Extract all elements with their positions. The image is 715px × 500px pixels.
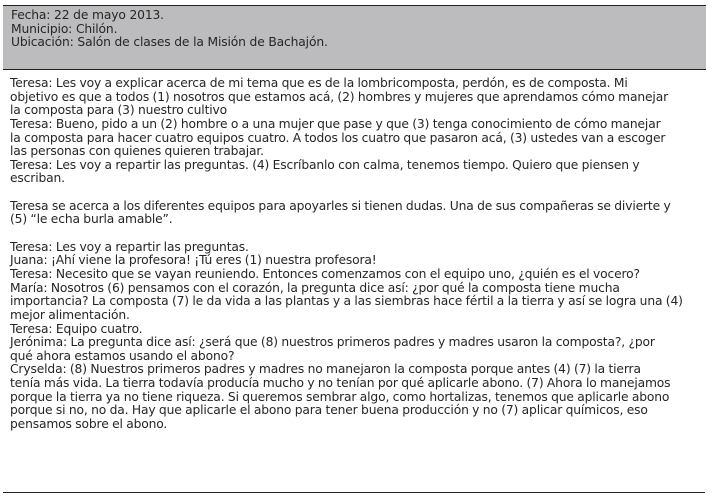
municipality-field: Municipio: Chilón. bbox=[11, 21, 118, 36]
transcript-line: Jerónima: La pregunta dice así: ¿será que (8) nuestros primeros padres y madres usaron la composta?, ¿por bbox=[10, 335, 655, 350]
date-field: Fecha: 22 de mayo 2013. bbox=[11, 8, 164, 22]
transcript-line: porque la tierra ya no tiene riqueza. Si queremos sembrar algo, como hortalizas, tenemos que aplicarle abono bbox=[10, 389, 670, 404]
transcript-line: qué ahora estamos usando el abono? bbox=[10, 348, 235, 363]
transcript-document bbox=[3, 5, 706, 432]
dialogue-block-2 bbox=[10, 241, 706, 432]
transcript-line: Teresa: Bueno, pido a un (2) hombre o a una mujer que pase y que (3) tenga conocimiento de cómo manejar bbox=[10, 116, 661, 131]
narration-block bbox=[10, 200, 706, 227]
transcript-line: Teresa: Equipo cuatro. bbox=[10, 321, 143, 336]
transcript-line: Teresa: Les voy a explicar acerca de mi tema que es de la lombricomposta, perdón, es de composta. Mi bbox=[10, 76, 628, 90]
transcript-line: Teresa: Necesito que se vayan reuniendo. Entonces comenzamos con el equipo uno, ¿quién es el vocero? bbox=[10, 266, 640, 281]
metadata-header-box bbox=[3, 5, 706, 70]
location-field: Ubicación: Salón de clases de la Misión de Bachajón. bbox=[11, 35, 328, 50]
transcript-line: la composta para (3) nuestro cultivo bbox=[10, 103, 228, 118]
transcript-line: tenía más vida. La tierra todavía producía mucho y no tenían por qué aplicarle abono. (7) Ahora lo manejamos bbox=[10, 376, 671, 391]
dialogue-block-1 bbox=[10, 77, 706, 186]
transcript-line: mejor alimentación. bbox=[10, 307, 130, 322]
transcript-line: porque si no, no da. Hay que aplicarle el abono para tener buena producción y no (7) aplicar químicos, eso bbox=[10, 403, 648, 418]
transcript-line: Teresa se acerca a los diferentes equipos para apoyarles si tienen dudas. Una de sus compañeras se divierte y bbox=[10, 198, 671, 213]
transcript-line: escriban. bbox=[10, 171, 65, 186]
transcript-line: Cryselda: (8) Nuestros primeros padres y madres no manejaron la composta porque antes (4) (7) la tierra bbox=[10, 362, 641, 377]
transcript-line: Teresa: Les voy a repartir las preguntas. bbox=[10, 239, 249, 254]
transcript-line: María: Nosotros (6) pensamos con el corazón, la pregunta dice así: ¿por qué la composta tiene mucha bbox=[10, 280, 620, 295]
transcript-line: importancia? La composta (7) le da vida a las plantas y a las siembras hace fértil a la tierra y así se logra una (4) bbox=[10, 294, 683, 309]
transcript-line: objetivo es que a todos (1) nosotros que estamos acá, (2) hombres y mujeres que aprendamos cómo manejar bbox=[10, 89, 668, 104]
transcript-line: (5) “le echa burla amable”. bbox=[10, 212, 173, 227]
bottom-divider bbox=[3, 492, 705, 493]
paragraph-gap bbox=[10, 227, 706, 241]
transcript-body bbox=[3, 70, 706, 432]
transcript-line: la composta para hacer cuatro equipos cuatro. A todos los cuatro que pasaron acá, (3) ustedes van a escoger bbox=[10, 130, 666, 145]
transcript-line: Juana: ¡Ahí viene la profesora! ¡Tú eres (1) nuestra profesora! bbox=[10, 253, 377, 268]
paragraph-gap bbox=[10, 186, 706, 200]
transcript-line: las personas con quienes quieren trabajar. bbox=[10, 144, 264, 159]
transcript-line: pensamos sobre el abono. bbox=[10, 417, 168, 432]
transcript-line: Teresa: Les voy a repartir las preguntas. (4) Escríbanlo con calma, tenemos tiempo. Quiero que piensen y bbox=[10, 157, 640, 172]
